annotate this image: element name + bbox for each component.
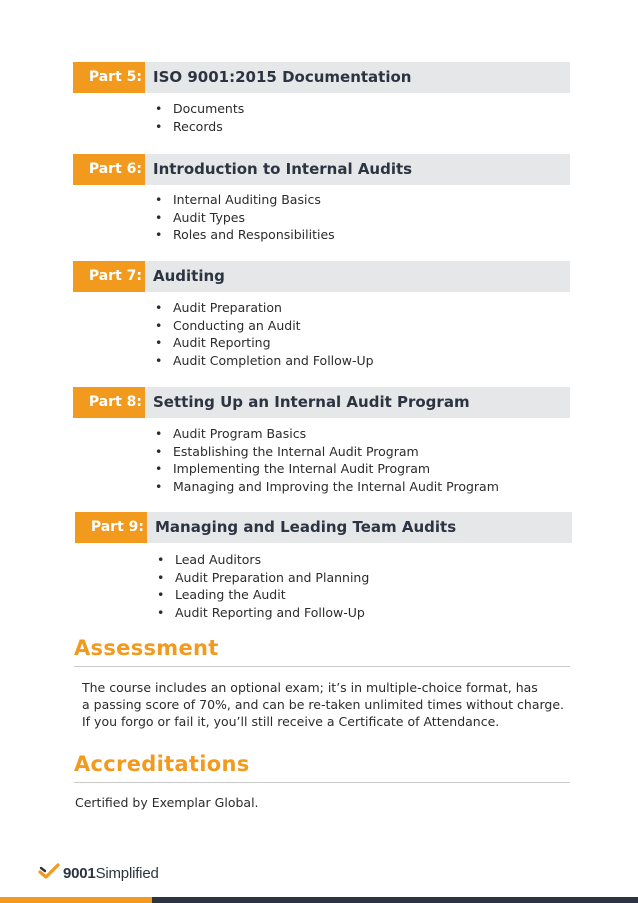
assessment-text	[82, 679, 564, 730]
logo-wordmark: 9001Simplified	[63, 864, 159, 882]
bullet-icon: •	[157, 552, 165, 567]
list-item: • Lead Auditors	[157, 552, 262, 567]
part-title: Auditing	[145, 261, 570, 292]
part-7-header	[73, 261, 570, 292]
bullet-icon: •	[155, 443, 163, 459]
part-tag: Part 7:	[73, 261, 145, 292]
part-title: Managing and Leading Team Audits	[147, 512, 572, 543]
part-title: ISO 9001:2015 Documentation	[145, 62, 570, 93]
list-item: • Leading the Audit	[157, 587, 286, 603]
list-item: • Documents	[155, 101, 245, 116]
bullet-icon: •	[157, 569, 165, 585]
part-8-topics	[155, 425, 499, 495]
part-9-header	[75, 512, 572, 543]
list-item: • Audit Preparation	[155, 300, 282, 315]
part-9-topics	[157, 551, 369, 621]
list-item: • Audit Reporting and Follow-Up	[157, 604, 365, 620]
assessment-heading: Assessment	[74, 636, 219, 660]
assessment-line: a passing score of 70%, and can be re-taken unlimited times without charge.	[82, 697, 564, 712]
part-tag: Part 8:	[73, 387, 145, 418]
bullet-icon: •	[155, 300, 163, 315]
accreditations-heading: Accreditations	[74, 752, 250, 776]
list-item: • Establishing the Internal Audit Program	[155, 443, 419, 459]
bullet-icon: •	[155, 335, 163, 351]
bullet-icon: •	[155, 352, 163, 368]
part-5-header	[73, 62, 570, 93]
part-6-header	[73, 154, 570, 185]
list-item: • Audit Program Basics	[155, 426, 307, 441]
bullet-icon: •	[155, 478, 163, 494]
part-tag: Part 6:	[73, 154, 145, 185]
list-item: • Audit Preparation and Planning	[157, 569, 370, 585]
list-item: • Audit Types	[155, 209, 245, 225]
bullet-icon: •	[155, 192, 163, 207]
bullet-icon: •	[155, 101, 163, 116]
assessment-divider	[74, 666, 570, 667]
part-7-topics	[155, 299, 374, 369]
company-logo	[38, 862, 159, 884]
bullet-icon: •	[157, 604, 165, 620]
bullet-icon: •	[155, 461, 163, 477]
part-title: Setting Up an Internal Audit Program	[145, 387, 570, 418]
list-item: • Conducting an Audit	[155, 317, 301, 333]
list-item: • Audit Completion and Follow-Up	[155, 352, 374, 368]
accreditations-text: Certified by Exemplar Global.	[75, 795, 259, 810]
list-item: • Roles and Responsibilities	[155, 227, 335, 243]
bullet-icon: •	[155, 118, 163, 134]
part-5-topics	[155, 100, 244, 135]
bullet-icon: •	[155, 209, 163, 225]
bullet-icon: •	[155, 317, 163, 333]
part-tag: Part 9:	[75, 512, 147, 543]
assessment-line: If you forgo or fail it, you’ll still receive a Certificate of Attendance.	[82, 714, 500, 729]
bullet-icon: •	[157, 587, 165, 603]
checkmark-logo-icon	[38, 862, 60, 884]
list-item: • Implementing the Internal Audit Program	[155, 461, 431, 477]
bullet-icon: •	[155, 426, 163, 441]
list-item: • Managing and Improving the Internal Audit Program	[155, 478, 499, 494]
part-title: Introduction to Internal Audits	[145, 154, 570, 185]
part-8-header	[73, 387, 570, 418]
footer-accent	[0, 897, 152, 903]
assessment-line: The course includes an optional exam; it’s in multiple-choice format, has	[82, 680, 538, 695]
list-item: • Records	[155, 118, 223, 134]
bullet-icon: •	[155, 227, 163, 243]
list-item: • Audit Reporting	[155, 335, 271, 351]
accreditations-divider	[74, 782, 570, 783]
part-tag: Part 5:	[73, 62, 145, 93]
list-item: • Internal Auditing Basics	[155, 192, 321, 207]
part-6-topics	[155, 191, 335, 244]
